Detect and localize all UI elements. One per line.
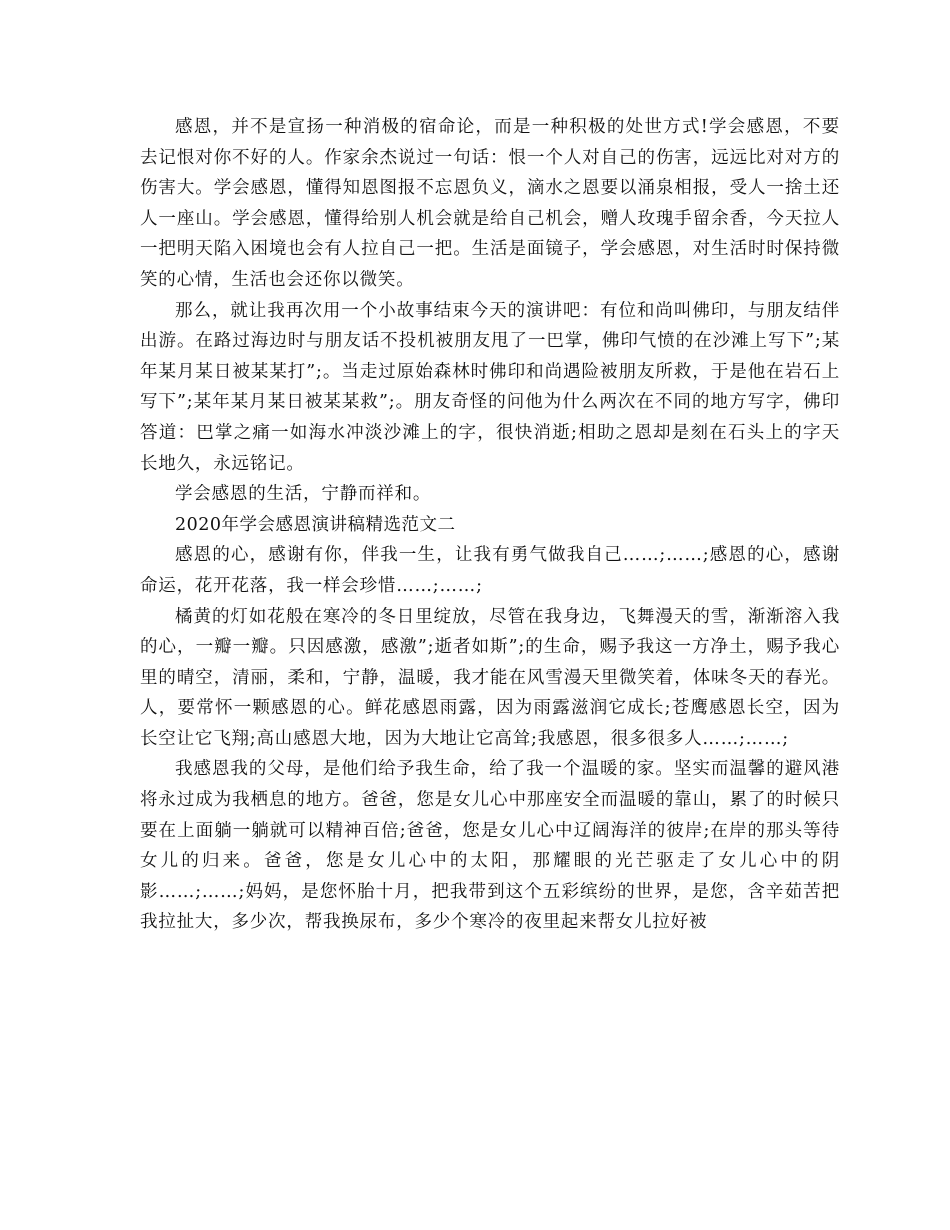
paragraph-grateful-heart: 感恩的心，感谢有你，伴我一生，让我有勇气做我自己……;……;感恩的心，感谢命运，花开花落，我一样会珍惜……;……; bbox=[140, 545, 840, 596]
section-heading: 2020年学会感恩演讲稿精选范文二 bbox=[175, 514, 456, 535]
paragraph-gratitude-attitude: 感恩，并不是宣扬一种消极的宿命论，而是一种积极的处世方式!学会感恩，不要去记恨对你不好的人。作家余杰说过一句话：恨一个人对自己的伤害，远远比对对方的伤害大。学会感恩，懂得知恩图报不忘恩负义，滴水之恩要以涌泉相报，受人一捨土还人一座山。学会感恩，懂得给别人机会就是给自己机会，赠人玫瑰手留余香，今天拉人一把明天陷入困境也会有人拉自己一把。生活是面镜子，学会感恩，对生活时时保持微笑的心情，生活也会还你以微笑。 bbox=[140, 117, 840, 290]
paragraph-parents: 我感恩我的父母，是他们给予我生命，给了我一个温暖的家。坚实而温馨的避风港将永过成为我栖息的地方。爸爸，您是女儿心中那座安全而温暖的靠山，累了的时候只要在上面躺一躺就可以精神百倍;爸爸，您是女儿心中辽阔海洋的彼岸;在岸的那头等待女儿的归来。爸爸，您是女儿心中的太阳，那耀眼的光芒驱走了女儿心中的阴影……;……;妈妈，是您怀胎十月，把我带到这个五彩缤纷的世界，是您，含辛茹苦把我拉扯大，多少次，帮我换尿布，多少个寒冷的夜里起来帮女儿拉好被 bbox=[140, 759, 840, 933]
paragraph-winter-light: 橘黄的灯如花般在寒冷的冬日里绽放，尽管在我身边，飞舞漫天的雪，渐渐溶入我的心，一瓣一瓣。只因感激，感激”;逝者如斯”;的生命，赐予我这一方净土，赐予我心里的晴空，清丽，柔和，宁静，温暖，我才能在风雪漫天里微笑着，体味冬天的春光。人，要常怀一颗感恩的心。鲜花感恩雨露，因为雨露滋润它成长;苍鹰感恩长空，因为长空让它飞翔;高山感恩大地，因为大地让它高耸;我感恩，很多很多人……;……; bbox=[140, 606, 840, 749]
paragraph-closing-line: 学会感恩的生活，宁静而祥和。 bbox=[175, 484, 432, 505]
paragraph-foyin-story: 那么，就让我再次用一个小故事结束今天的演讲吧：有位和尚叫佛印，与朋友结伴出游。在路过海边时与朋友话不投机被朋友甩了一巴掌，佛印气愤的在沙滩上写下”;某年某月某日被某某打”;。当走过原始森林时佛印和尚遇险被朋友所救，于是他在岩石上写下”;某年某月某日被某某救”;。朋友奇怪的问他为什么两次在不同的地方写字，佛印答道：巴掌之痛一如海水冲淡沙滩上的字，很快消逝;相助之恩却是刻在石头上的字天长地久，永远铭记。 bbox=[140, 300, 840, 474]
